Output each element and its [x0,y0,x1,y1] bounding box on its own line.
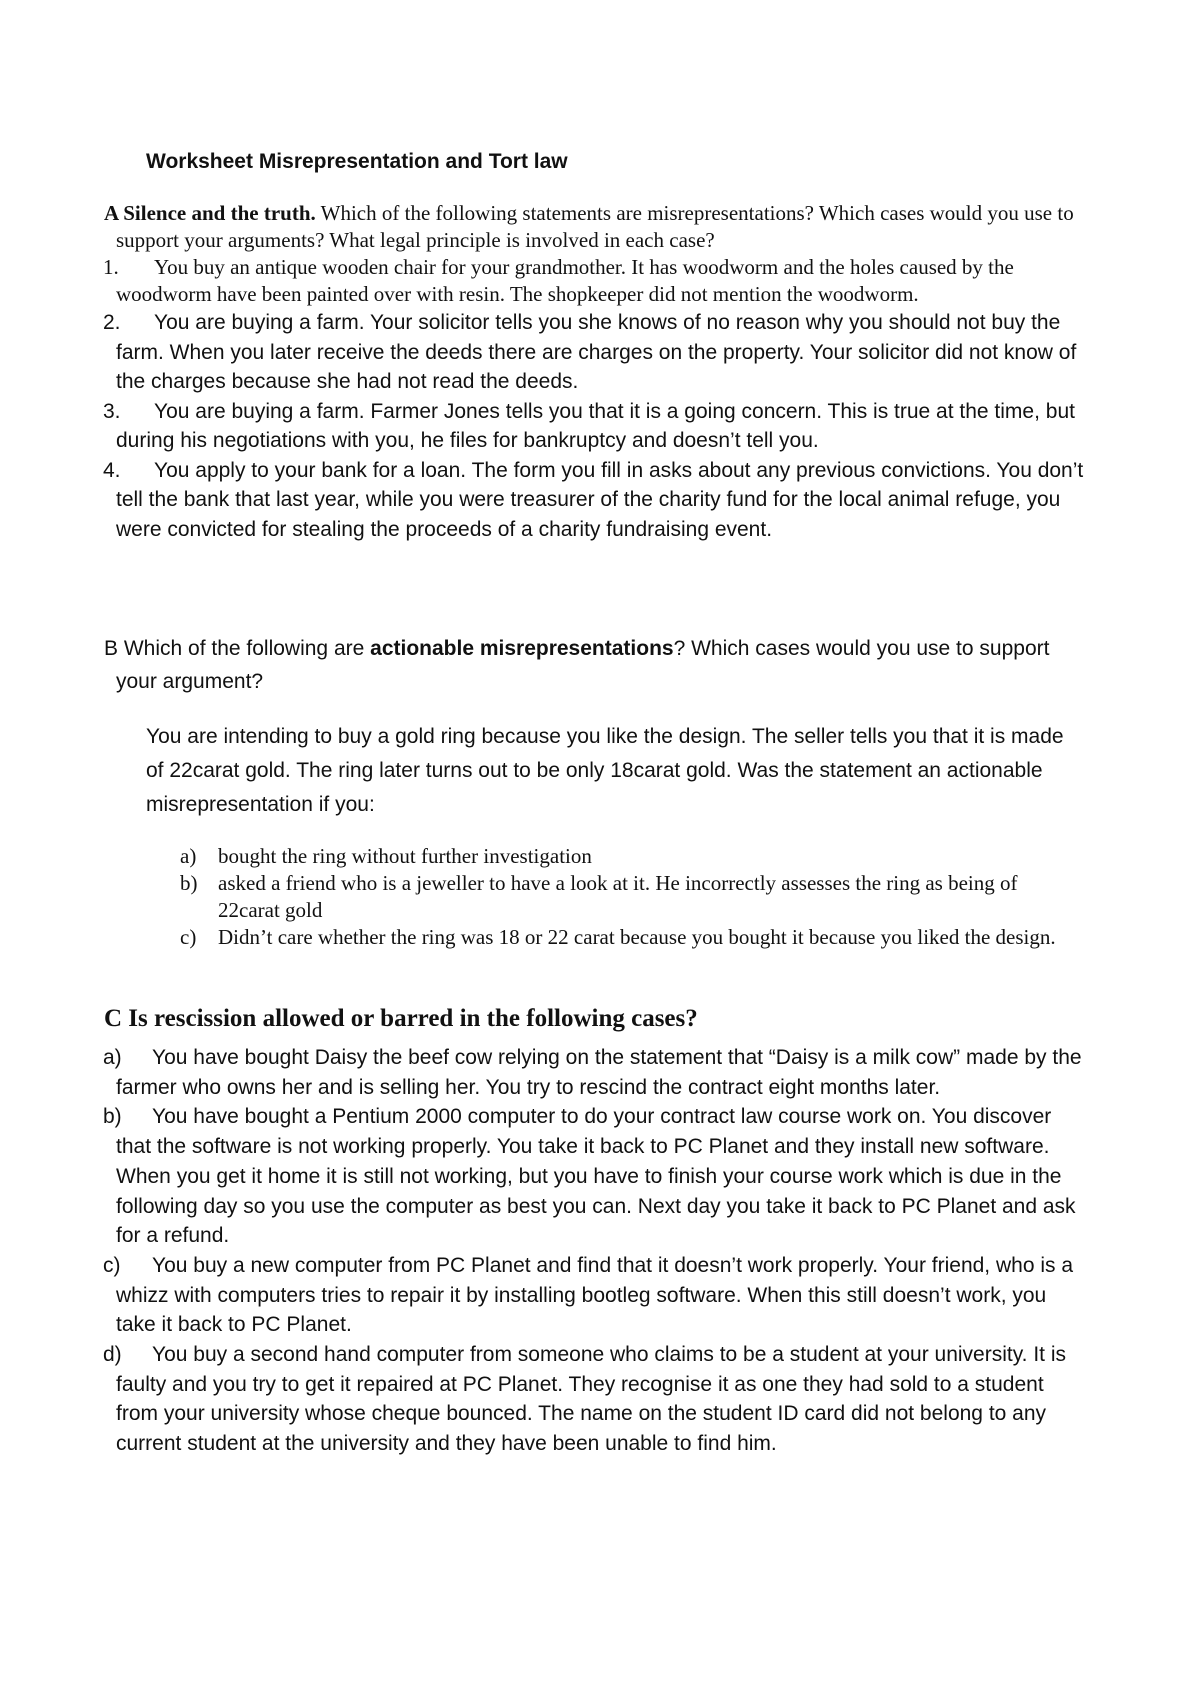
option-letter: c) [180,925,197,949]
worksheet-title: Worksheet Misrepresentation and Tort law [146,150,568,173]
item-number: 4. [103,458,121,482]
item-number: 1. [103,255,119,279]
section-b-emphasis: actionable misrepresentations [370,637,674,660]
section-a-item [104,397,1084,456]
item-number: 3. [103,399,121,423]
section-a-item [104,308,1084,397]
item-text: You apply to your bank for a loan. The form you fill in asks about any previous convictions. You don’t tell the bank that last year, while you were treasurer of the charity fund for the local animal refuge, you were convicted for stealing the proceeds of a charity fundraising event. [116,458,1084,541]
item-letter: c) [103,1253,121,1277]
section-b-options [180,843,1080,951]
section-c-item [104,1340,1084,1459]
section-a-heading: A Silence and the truth. [104,201,316,225]
section-c-item [104,1102,1084,1251]
section-b-prefix: B Which of the following are [104,637,371,660]
section-a-item [104,254,1084,308]
section-c-item [104,1251,1084,1340]
item-number: 2. [103,311,121,334]
item-letter: b) [103,1105,122,1129]
section-a-question: Which of the following statements are misrepresentations? Which cases would you use to support your arguments? What legal principle is involved in each case? [116,201,1074,252]
option-letter: a) [180,844,197,868]
item-letter: a) [103,1046,122,1069]
option-letter: b) [180,871,198,895]
option-item [180,924,1080,951]
option-text: asked a friend who is a jeweller to have a look at it. He incorrectly assesses the ring as being of 22carat gold [218,871,1018,922]
section-a-item [104,456,1084,545]
option-text: Didn’t care whether the ring was 18 or 22 carat because you bought it because you liked the design. [218,925,1056,949]
option-item [180,870,1080,924]
option-text: bought the ring without further investigation [218,844,592,868]
section-c-heading: C Is rescission allowed or barred in the following cases? [104,1005,698,1032]
item-text: You buy an antique wooden chair for your grandmother. It has woodworm and the holes caused by the woodworm have been painted over with resin. The shopkeeper did not mention the woodworm. [116,255,1014,306]
item-text: You are buying a farm. Farmer Jones tells you that it is a going concern. This is true at the time, but during his negotiations with you, he files for bankruptcy and doesn’t tell you. [116,399,1075,452]
item-text: You have bought Daisy the beef cow relying on the statement that “Daisy is a milk cow” made by the farmer who owns her and is selling her. You try to rescind the contract eight months later. [116,1046,1082,1099]
item-text: You are buying a farm. Your solicitor tells you she knows of no reason why you should not buy the farm. When you later receive the deeds there are charges on the property. Your solicitor did not know of the charges because she had not read the deeds. [116,311,1077,393]
section-b-scenario: You are intending to buy a gold ring because you like the design. The seller tells you that it is made of 22carat gold. The ring later turns out to be only 18carat gold. Was the statement an actionable misrepresentation if you: [146,725,1064,816]
section-c-item [104,1043,1084,1102]
section-b-question [104,632,1084,698]
item-text: You buy a second hand computer from someone who claims to be a student at your university. It is faulty and you try to get it repaired at PC Planet. They recognise it as one they had sold to a student from your university whose cheque bounced. The name on the student ID card did not belong to any current student at the university and they have been unable to find him. [116,1343,1066,1456]
section-a-intro [104,200,1084,254]
section-c-list [104,1043,1084,1459]
section-b [104,632,1084,698]
option-item [180,843,1080,870]
item-text: You buy a new computer from PC Planet and find that it doesn’t work properly. Your friend, who is a whizz with computers tries to repair it by installing bootleg software. When this still doesn’t work, you take it back to PC Planet. [116,1253,1074,1337]
section-a [104,200,1084,544]
item-text: You have bought a Pentium 2000 computer to do your contract law course work on. You discover that the software is not working properly. You take it back to PC Planet and they install new software. When you get it home it is still not working, but you have to finish your course work which is due in the following day so you use the computer as best you can. Next day you take it back to PC Planet and ask for a refund. [116,1105,1076,1248]
item-letter: d) [103,1343,122,1367]
section-b-suffix: ? Which cases would you use to support your argument? [116,637,1050,693]
